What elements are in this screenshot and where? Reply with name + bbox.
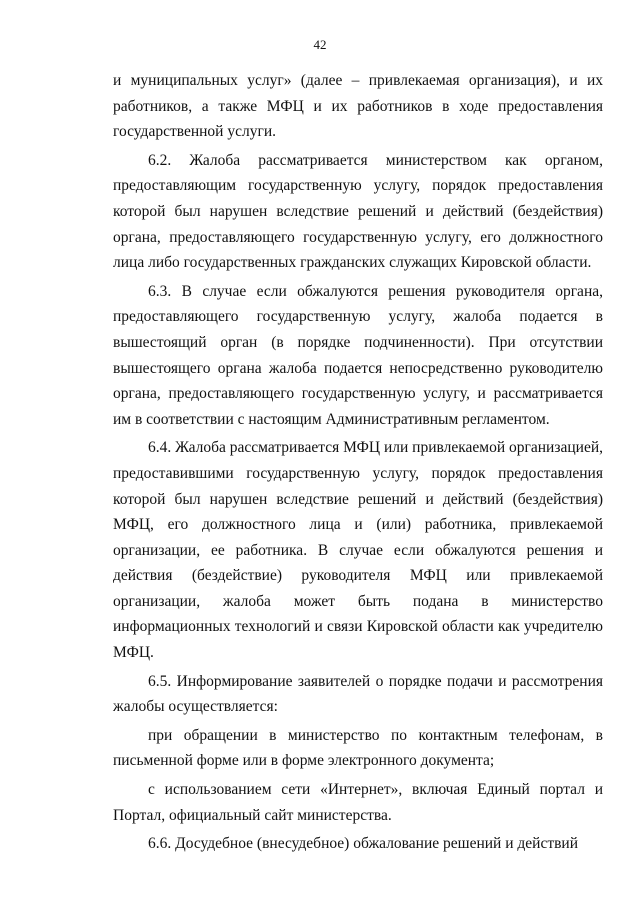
paragraph-6-5: 6.5. Информирование заявителей о порядке подачи и рассмотрения жалобы осуществляется: (113, 672, 603, 716)
paragraph-continuation: и муниципальных услуг» (далее – привлекаемая организация), и их работников, а также МФЦ и их работников в ходе предоставления государственной услуги. (113, 72, 603, 141)
paragraph-6-6: 6.6. Досудебное (внесудебное) обжалование решений и действий (148, 835, 579, 853)
page-number: 42 (313, 37, 327, 52)
list-item-phone-written: при обращении в министерство по контактным телефонам, в письменной форме или в форме электронного документа; (113, 726, 603, 770)
paragraph-6-4: 6.4. Жалоба рассматривается МФЦ или привлекаемой организацией, предоставившими государственную услугу, порядок предоставления которой был нарушен вследствие решений и действий (бездействия) МФЦ, его должностного лица и (или) работника, привлекаемой организации, ее работника. В случае если обжалуются решения и действия (бездействие) руководителя МФЦ или привлекаемой организации, жалоба может быть подана в министерство информационных технологий и связи Кировской области как учредителю МФЦ. (113, 439, 603, 662)
paragraph-6-2: 6.2. Жалоба рассматривается министерством как органом, предоставляющим государственную услугу, порядок предоставления которой был нарушен вследствие решений и действий (бездействия) органа, предоставляющего государственную услугу, его должностного лица либо государственных гражданских служащих Кировской области. (113, 151, 603, 272)
document-body (113, 68, 603, 857)
paragraph-6-3: 6.3. В случае если обжалуются решения руководителя органа, предоставляющего государственную услугу, жалоба подается в вышестоящий орган (в порядке подчиненности). При отсутствии вышестоящего органа жалоба подается непосредственно руководителю органа, предоставляющего государственную услугу, и рассматривается им в соответствии с настоящим Административным регламентом. (113, 282, 603, 428)
list-item-internet: с использованием сети «Интернет», включая Единый портал и Портал, официальный сайт министерства. (113, 781, 603, 824)
